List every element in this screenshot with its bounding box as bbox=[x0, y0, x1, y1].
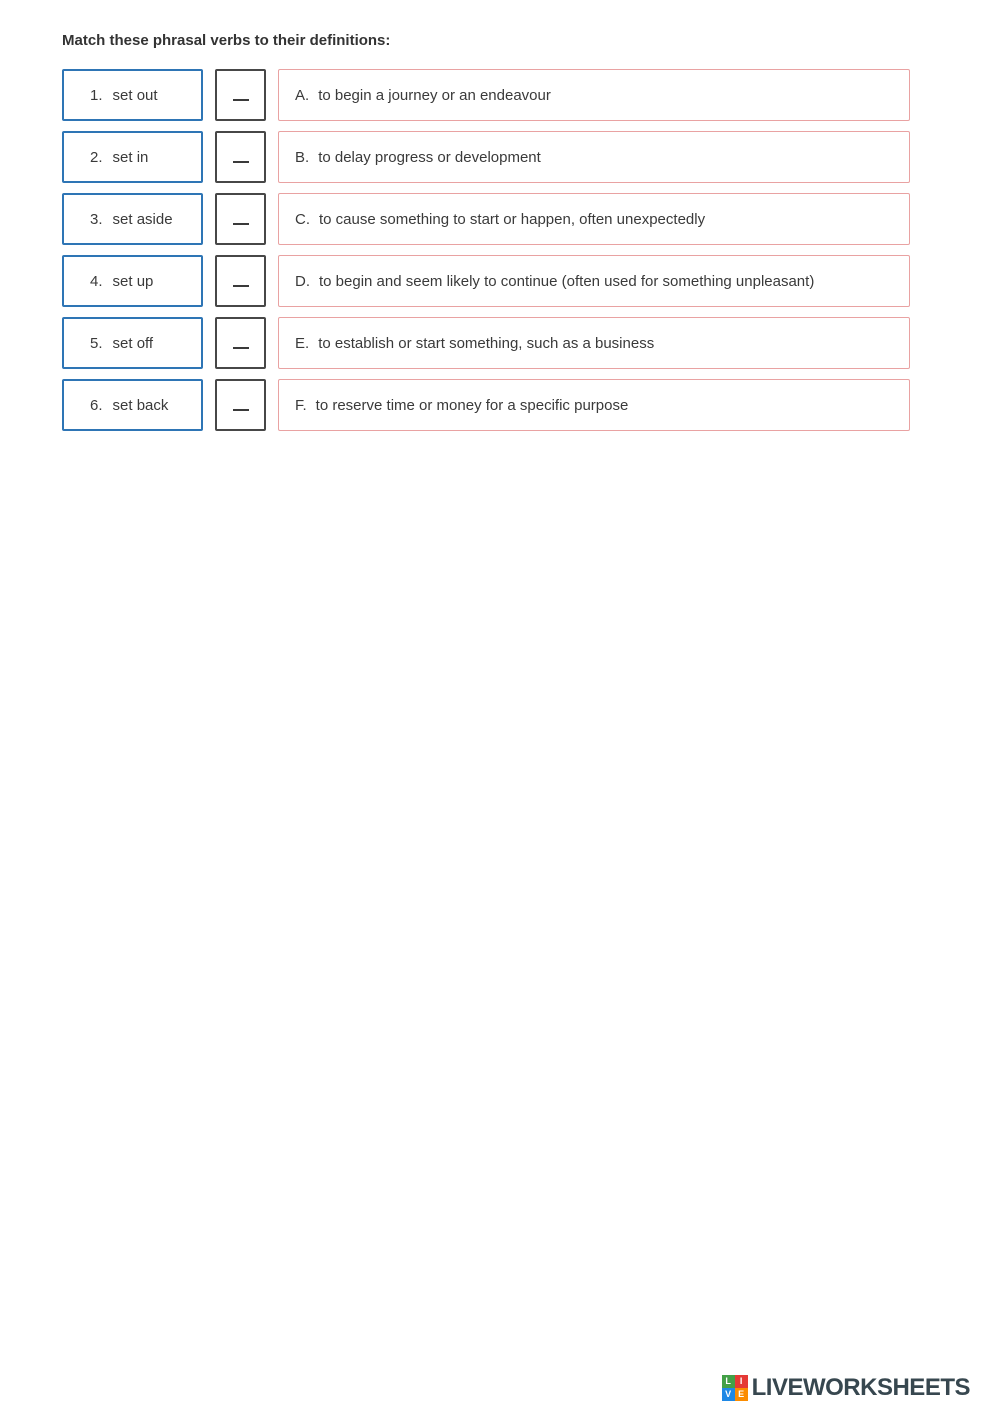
definition-text: to delay progress or development bbox=[318, 148, 541, 166]
logo-letter: V bbox=[722, 1388, 735, 1401]
definition-text: to reserve time or money for a specific purpose bbox=[315, 396, 629, 414]
liveworksheets-logo-icon bbox=[722, 1375, 748, 1401]
logo-letter: L bbox=[722, 1375, 735, 1388]
answer-blank-line bbox=[233, 285, 249, 287]
definition-text: to cause something to start or happen, often unexpectedly bbox=[319, 210, 706, 228]
verb-number: 5. bbox=[90, 334, 103, 352]
answer-blank-line bbox=[233, 347, 249, 349]
answer-blank-line bbox=[233, 409, 249, 411]
worksheet-content bbox=[62, 32, 910, 441]
verb-label: set up bbox=[112, 272, 154, 290]
definition-box bbox=[278, 131, 910, 183]
definition-text: to establish or start something, such as a business bbox=[318, 334, 655, 352]
phrasal-verb-box bbox=[62, 131, 203, 183]
verb-label: set aside bbox=[112, 210, 173, 228]
verb-number: 4. bbox=[90, 272, 103, 290]
definition-letter: B. bbox=[295, 148, 310, 166]
phrasal-verb-box bbox=[62, 317, 203, 369]
answer-blank-line bbox=[233, 223, 249, 225]
brand-name: LIVEWORKSHEETS bbox=[751, 1374, 970, 1401]
definition-box bbox=[278, 193, 910, 245]
answer-input-box[interactable] bbox=[215, 379, 266, 431]
match-row bbox=[62, 255, 910, 307]
match-row bbox=[62, 193, 910, 245]
logo-letter: I bbox=[735, 1375, 748, 1388]
verb-number: 2. bbox=[90, 148, 103, 166]
definition-letter: D. bbox=[295, 272, 310, 290]
answer-input-box[interactable] bbox=[215, 131, 266, 183]
definition-box bbox=[278, 69, 910, 121]
definition-box bbox=[278, 379, 910, 431]
page-title: Match these phrasal verbs to their definitions: bbox=[62, 32, 391, 49]
phrasal-verb-box bbox=[62, 379, 203, 431]
answer-blank-line bbox=[233, 161, 249, 163]
match-row bbox=[62, 69, 910, 121]
definition-box bbox=[278, 317, 910, 369]
definition-letter: C. bbox=[295, 210, 310, 228]
definition-letter: F. bbox=[295, 396, 307, 414]
verb-label: set back bbox=[112, 396, 169, 414]
phrasal-verb-box bbox=[62, 255, 203, 307]
definition-letter: E. bbox=[295, 334, 310, 352]
verb-number: 6. bbox=[90, 396, 103, 414]
phrasal-verb-box bbox=[62, 193, 203, 245]
match-row bbox=[62, 317, 910, 369]
answer-blank-line bbox=[233, 99, 249, 101]
match-row bbox=[62, 131, 910, 183]
verb-label: set off bbox=[112, 334, 154, 352]
verb-label: set in bbox=[112, 148, 149, 166]
definition-box bbox=[278, 255, 910, 307]
answer-input-box[interactable] bbox=[215, 69, 266, 121]
definition-text: to begin and seem likely to continue (often used for something unpleasant) bbox=[319, 272, 815, 290]
liveworksheets-footer bbox=[722, 1374, 970, 1402]
definition-letter: A. bbox=[295, 86, 310, 104]
verb-number: 3. bbox=[90, 210, 103, 228]
logo-letter: E bbox=[735, 1388, 748, 1401]
match-row bbox=[62, 379, 910, 431]
answer-input-box[interactable] bbox=[215, 255, 266, 307]
phrasal-verb-box bbox=[62, 69, 203, 121]
answer-input-box[interactable] bbox=[215, 193, 266, 245]
verb-number: 1. bbox=[90, 86, 103, 104]
definition-text: to begin a journey or an endeavour bbox=[318, 86, 551, 104]
verb-label: set out bbox=[112, 86, 158, 104]
answer-input-box[interactable] bbox=[215, 317, 266, 369]
